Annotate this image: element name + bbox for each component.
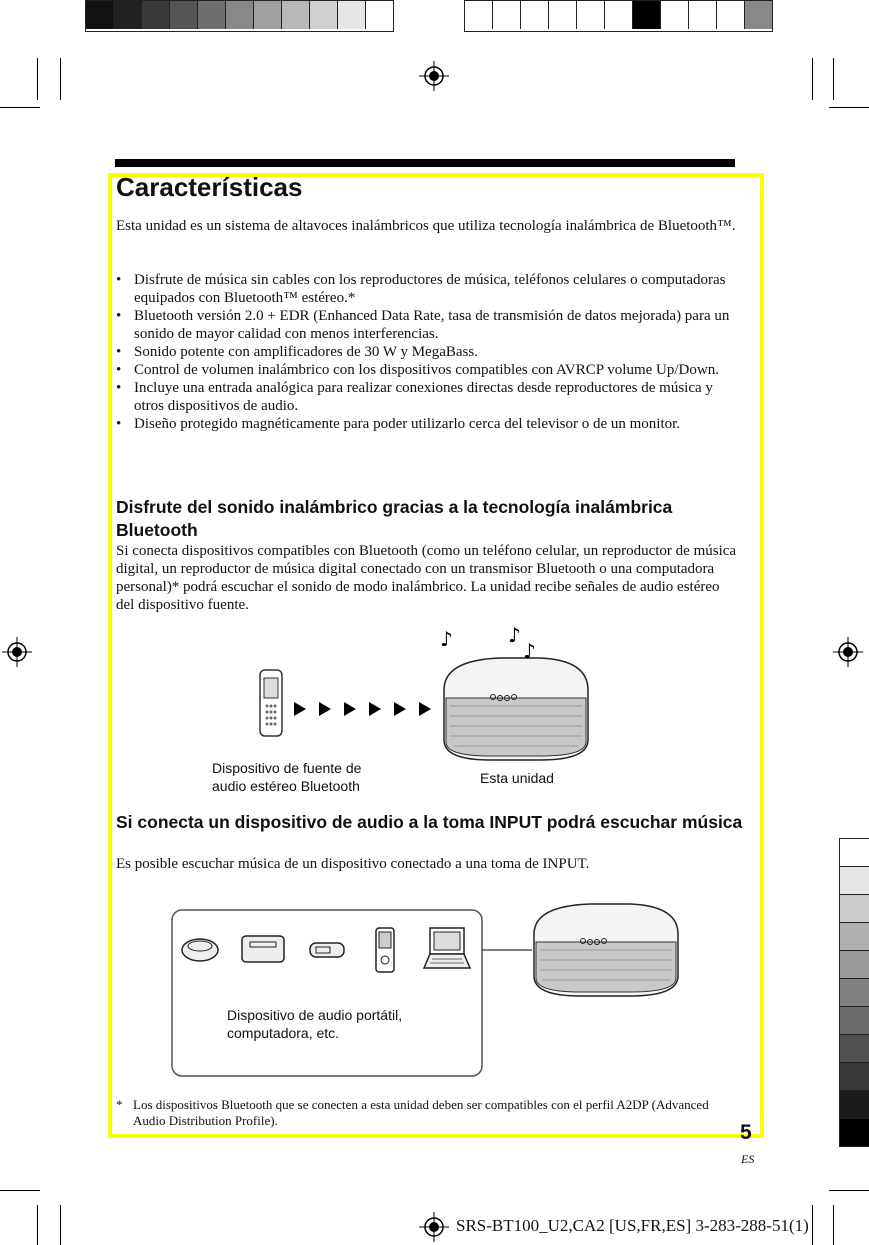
portable-device-label — [227, 1006, 402, 1042]
speaker-icon — [534, 904, 678, 996]
digital-music-player-icon — [376, 928, 394, 972]
source-device-label — [212, 759, 361, 795]
gray-swatch — [840, 867, 869, 895]
usb-player-icon — [310, 943, 344, 957]
section-heading-bluetooth: Disfrute del sonido inalámbrico gracias a la tecnología inalámbrica Bluetooth — [116, 497, 673, 540]
portable-player-icon — [242, 936, 284, 962]
svg-text:♪: ♪ — [508, 623, 521, 647]
intro-paragraph: Esta unidad es un sistema de altavoces inalámbricos que utiliza tecnología inalámbrica de Bluetooth™. — [116, 218, 736, 234]
device-label-line-2: computadora, etc. — [227, 1025, 340, 1041]
list-item: • Sonido potente con amplificadores de 30 W y MegaBass. — [116, 343, 736, 361]
list-item: • Control de volumen inalámbrico con los dispositivos compatibles con AVRCP volume Up/Down. — [116, 361, 736, 379]
crop-mark — [37, 58, 38, 100]
section-heading-input: Si conecta un dispositivo de audio a la toma INPUT podrá escuchar música — [116, 812, 743, 832]
crop-mark — [812, 1205, 813, 1245]
registration-target-icon — [419, 61, 449, 91]
input-diagram — [170, 900, 690, 1080]
bluetooth-diagram — [240, 620, 600, 770]
footnote-mark: * — [116, 1097, 123, 1112]
section-bluetooth-body: Si conecta dispositivos compatibles con Bluetooth (como un teléfono celular, un reproductor de música digital, un reproductor de música digital conectado con un transmisor Bluetooth o una computadora personal)* podrá escuchar el sonido de modo inalámbrico. La unidad recibe señales de audio estéreo del dispositivo fuente. — [116, 543, 737, 613]
gray-swatch — [840, 923, 869, 951]
source-label-line-1: Dispositivo de fuente de — [212, 760, 362, 776]
gray-swatch — [338, 1, 366, 29]
gray-swatch — [170, 1, 198, 29]
gray-swatch — [86, 1, 114, 29]
gray-swatch — [198, 1, 226, 29]
registration-target-icon — [833, 637, 863, 667]
svg-text:♪: ♪ — [440, 627, 453, 651]
svg-text:♪: ♪ — [523, 639, 536, 663]
gray-swatch — [840, 1063, 869, 1091]
side-gray-scale-bar — [839, 838, 869, 1147]
crop-mark — [0, 1190, 40, 1191]
unit-label: Esta unidad — [480, 770, 554, 786]
crop-mark — [0, 107, 40, 108]
list-item: • Incluye una entrada analógica para realizar conexiones directas desde reproductores de música y otros dispositivos de audio. — [116, 379, 736, 415]
job-code: SRS-BT100_U2,CA2 [US,FR,ES] 3-283-288-51(1) — [456, 1216, 809, 1235]
feature-list — [116, 271, 736, 433]
phone-icon — [260, 670, 282, 736]
gray-swatch — [142, 1, 170, 29]
gray-swatch — [114, 1, 142, 29]
gray-swatch — [282, 1, 310, 29]
gray-swatch — [840, 951, 869, 979]
section-input-body: Es posible escuchar música de un dispositivo conectado a una toma de INPUT. — [116, 856, 590, 872]
crop-mark — [60, 1205, 61, 1245]
gray-swatch — [840, 839, 869, 867]
laptop-icon — [424, 928, 470, 968]
registration-target-icon — [419, 1212, 449, 1242]
footnote: Los dispositivos Bluetooth que se conecten a esta unidad deben ser compatibles con el perfil A2DP (Advanced Audio Distribution Profile). — [133, 1097, 709, 1128]
gray-swatch — [840, 979, 869, 1007]
gray-swatch — [840, 1007, 869, 1035]
crop-mark — [829, 1190, 869, 1191]
page-title: Características — [116, 172, 303, 202]
signal-arrows-icon — [294, 702, 431, 716]
crop-mark — [833, 58, 834, 100]
gray-swatch — [840, 1035, 869, 1063]
gray-swatch — [840, 895, 869, 923]
crop-mark — [829, 107, 869, 108]
registration-target-icon — [2, 637, 32, 667]
crop-mark — [60, 58, 61, 100]
gray-swatch — [840, 1119, 869, 1146]
gray-swatch — [840, 1091, 869, 1119]
list-item: • Disfrute de música sin cables con los reproductores de música, teléfonos celulares o computadoras equipados con Bluetooth™ estéreo.* — [116, 271, 736, 307]
source-label-line-2: audio estéreo Bluetooth — [212, 778, 360, 794]
page-language: ES — [741, 1152, 755, 1166]
gray-swatch — [366, 1, 393, 29]
speaker-icon — [444, 658, 588, 760]
page-number: 5 — [740, 1121, 752, 1144]
crop-mark — [812, 58, 813, 100]
crop-mark — [833, 1205, 834, 1245]
device-label-line-1: Dispositivo de audio portátil, — [227, 1007, 403, 1023]
gray-swatch — [310, 1, 338, 29]
gray-swatch — [226, 1, 254, 29]
cd-player-icon — [182, 939, 218, 961]
header-rule — [115, 159, 735, 167]
music-note-icon — [440, 623, 536, 663]
registration-bar — [464, 0, 773, 32]
crop-mark — [37, 1205, 38, 1245]
list-item: • Diseño protegido magnéticamente para poder utilizarlo cerca del televisor o de un monitor. — [116, 415, 736, 433]
list-item: • Bluetooth versión 2.0 + EDR (Enhanced Data Rate, tasa de transmisión de datos mejorada) para un sonido de mayor calidad con menos interferencias. — [116, 307, 736, 343]
gray-scale-bar — [85, 0, 394, 32]
gray-swatch — [254, 1, 282, 29]
